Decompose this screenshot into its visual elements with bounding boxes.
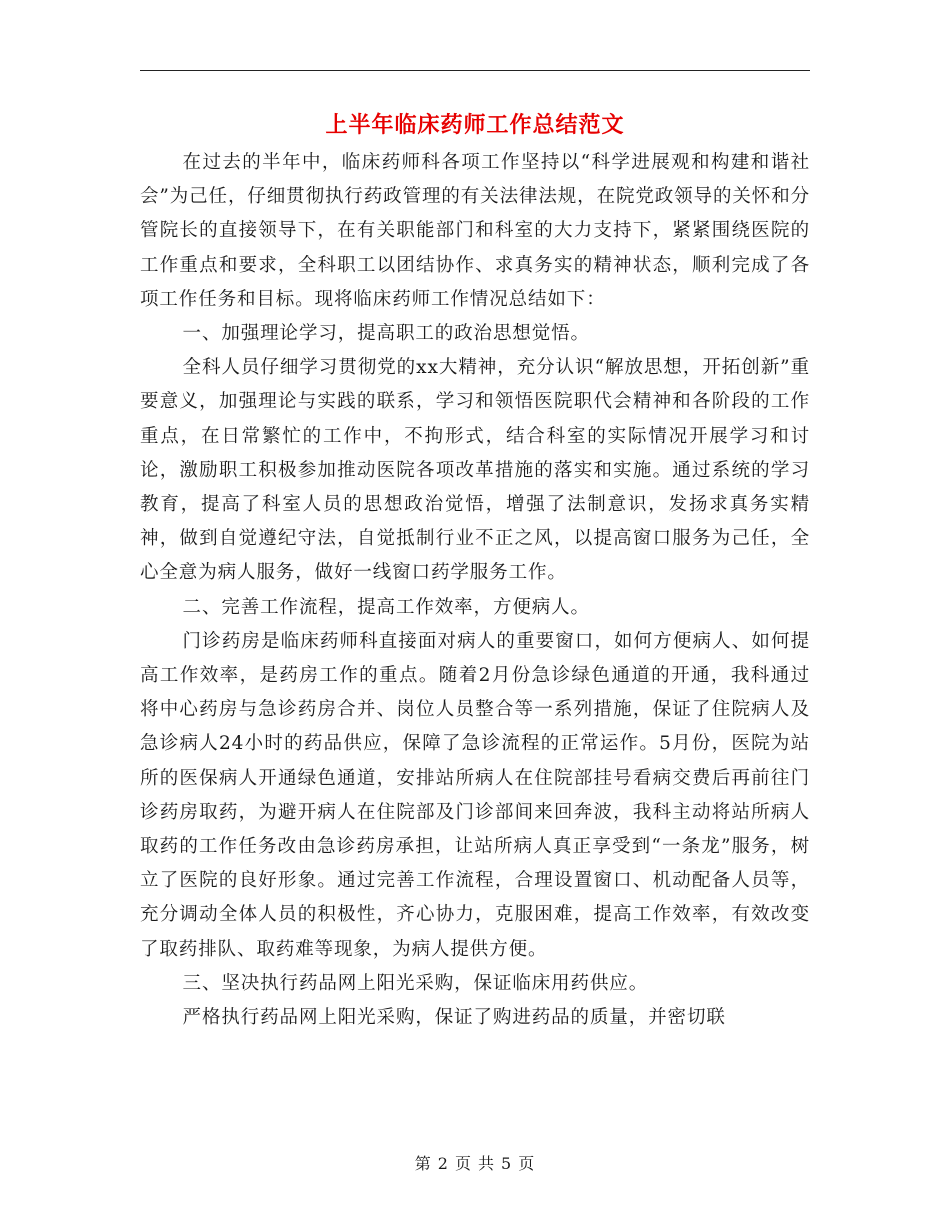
footer-prefix: 第: [414, 1154, 432, 1173]
paragraph-section-3: 严格执行药品网上阳光采购，保证了购进药品的质量，并密切联: [182, 1007, 726, 1029]
paragraph-section-1: 全科人员仔细学习贯彻党的xx大精神，充分认识“解放思想，开拓创新”重要意义，加强理论与实践的联系，学习和领悟医院职代会精神和各阶段的工作重点，在日常繁忙的工作中，不拘形式，结合科室的实际情况开展学习和讨论，激励职工积极参加推动医院各项改革措施的落实和实施。通过系统的学习教育，提高了科室人员的思想政治觉悟，增强了法制意识，发扬求真务实精神，做到自觉遵纪守法，自觉抵制行业不正之风，以提高窗口服务为己任，全心全意为病人服务，做好一线窗口药学服务工作。: [140, 357, 810, 584]
section-heading-2: 二、完善工作流程，提高工作效率，方便病人。: [182, 596, 590, 618]
footer-page-label: 页: [454, 1154, 472, 1173]
document-title: 上半年临床药师工作总结范文: [325, 112, 625, 138]
document-body: [140, 146, 810, 1035]
current-page-number: 2: [437, 1154, 449, 1173]
footer-suffix: 页: [518, 1154, 536, 1173]
total-pages-number: 5: [501, 1154, 513, 1173]
page-footer: [140, 1153, 810, 1175]
footer-total-label: 共: [478, 1154, 496, 1173]
section-heading-3: 三、坚决执行药品网上阳光采购，保证临床用药供应。: [182, 972, 649, 994]
paragraph-section-2: 门诊药房是临床药师科直接面对病人的重要窗口，如何方便病人、如何提高工作效率，是药房工作的重点。随着2月份急诊绿色通道的开通，我科通过将中心药房与急诊药房合并、岗位人员整合等一系列措施，保证了住院病人及急诊病人24小时的药品供应，保障了急诊流程的正常运作。5月份，医院为站所的医保病人开通绿色通道，安排站所病人在住院部挂号看病交费后再前往门诊药房取药，为避开病人在住院部及门诊部间来回奔波，我科主动将站所病人取药的工作任务改由急诊药房承担，让站所病人真正享受到“一条龙”服务，树立了医院的良好形象。通过完善工作流程，合理设置窗口、机动配备人员等，充分调动全体人员的积极性，齐心协力，克服困难，提高工作效率，有效改变了取药排队、取药难等现象，为病人提供方便。: [140, 630, 810, 960]
header-rule: [140, 70, 810, 71]
paragraph-intro: 在过去的半年中，临床药师科各项工作坚持以“科学进展观和构建和谐社会”为己任，仔细贯彻执行药政管理的有关法律法规，在院党政领导的关怀和分管院长的直接领导下，在有关职能部门和科室的大力支持下，紧紧围绕医院的工作重点和要求，全科职工以团结协作、求真务实的精神状态，顺利完成了各项工作任务和目标。现将临床药师工作情况总结如下：: [140, 152, 810, 310]
section-heading-1: 一、加强理论学习，提高职工的政治思想觉悟。: [182, 323, 590, 345]
